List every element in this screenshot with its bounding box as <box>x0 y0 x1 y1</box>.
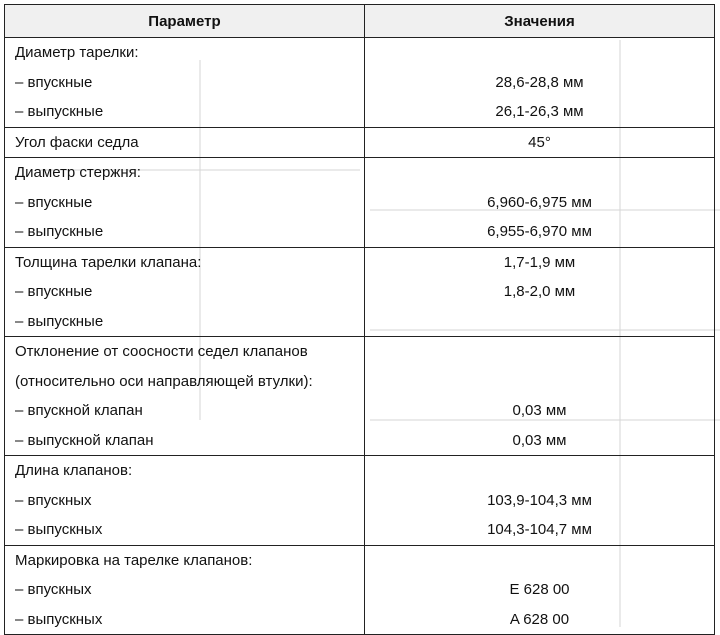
value-line <box>365 38 714 68</box>
param-line: – выпускные <box>15 103 104 120</box>
param-line: – впускные <box>15 193 93 211</box>
value-line: A 628 00 <box>509 610 570 628</box>
value-cell <box>365 158 715 248</box>
table-row <box>5 456 715 546</box>
param-line: – выпускных <box>15 610 103 628</box>
param-line: (относительно оси направляющей втулки): <box>15 372 313 390</box>
param-cell <box>5 247 365 337</box>
value-line: 0,03 мм <box>512 431 567 449</box>
value-cell <box>365 38 715 128</box>
value-line <box>365 546 714 576</box>
value-cell <box>365 337 715 456</box>
param-line: Диаметр стержня: <box>15 164 141 181</box>
param-line: – выпускной клапан <box>15 431 154 449</box>
param-cell <box>5 337 365 456</box>
param-cell <box>5 545 365 635</box>
param-line: Диаметр тарелки: <box>15 44 139 61</box>
param-line: – выпускные <box>15 312 104 330</box>
param-line: Маркировка на тарелке клапанов: <box>15 551 253 569</box>
value-line: 6,960-6,975 мм <box>487 193 592 211</box>
value-line <box>365 456 714 486</box>
param-cell <box>5 38 365 128</box>
param-line: Толщина тарелки клапана: <box>15 253 202 271</box>
value-line <box>365 367 714 397</box>
param-cell <box>5 456 365 546</box>
param-line: – выпускных <box>15 521 103 538</box>
value-line: E 628 00 <box>509 581 570 598</box>
param-line: Отклонение от соосности седел клапанов <box>15 343 308 360</box>
param-line: – впускные <box>15 283 93 300</box>
value-cell <box>365 127 715 158</box>
value-line: 103,9-104,3 мм <box>487 491 592 509</box>
param-line: – впускных <box>15 491 92 509</box>
table-row <box>5 38 715 128</box>
value-cell <box>365 545 715 635</box>
value-line: 26,1-26,3 мм <box>495 103 584 120</box>
value-cell <box>365 247 715 337</box>
table-header-row <box>5 5 715 38</box>
param-cell <box>5 158 365 248</box>
table-row <box>5 247 715 337</box>
value-line: 45° <box>528 133 551 151</box>
param-line: Длина клапанов: <box>15 462 133 479</box>
value-line <box>365 337 714 367</box>
valve-spec-table <box>4 4 715 635</box>
table-row <box>5 158 715 248</box>
param-line: – впускных <box>15 581 92 598</box>
value-line: 104,3-104,7 мм <box>487 521 592 538</box>
table-row <box>5 127 715 158</box>
value-line <box>365 307 714 337</box>
value-line: 28,6-28,8 мм <box>495 73 584 91</box>
value-line: 0,03 мм <box>512 402 567 419</box>
param-cell <box>5 127 365 158</box>
param-line: Угол фаски седла <box>15 133 139 151</box>
value-line: 1,7-1,9 мм <box>503 253 576 271</box>
value-cell <box>365 456 715 546</box>
param-line: – впускные <box>15 73 93 91</box>
param-line: – выпускные <box>15 223 104 240</box>
value-line: 1,8-2,0 мм <box>503 283 576 300</box>
param-line: – впускной клапан <box>15 402 143 419</box>
value-line: 6,955-6,970 мм <box>487 223 592 240</box>
value-line <box>365 158 714 188</box>
header-param: Параметр <box>5 5 365 38</box>
table-row <box>5 337 715 456</box>
table-row <box>5 545 715 635</box>
header-value: Значения <box>365 5 715 38</box>
